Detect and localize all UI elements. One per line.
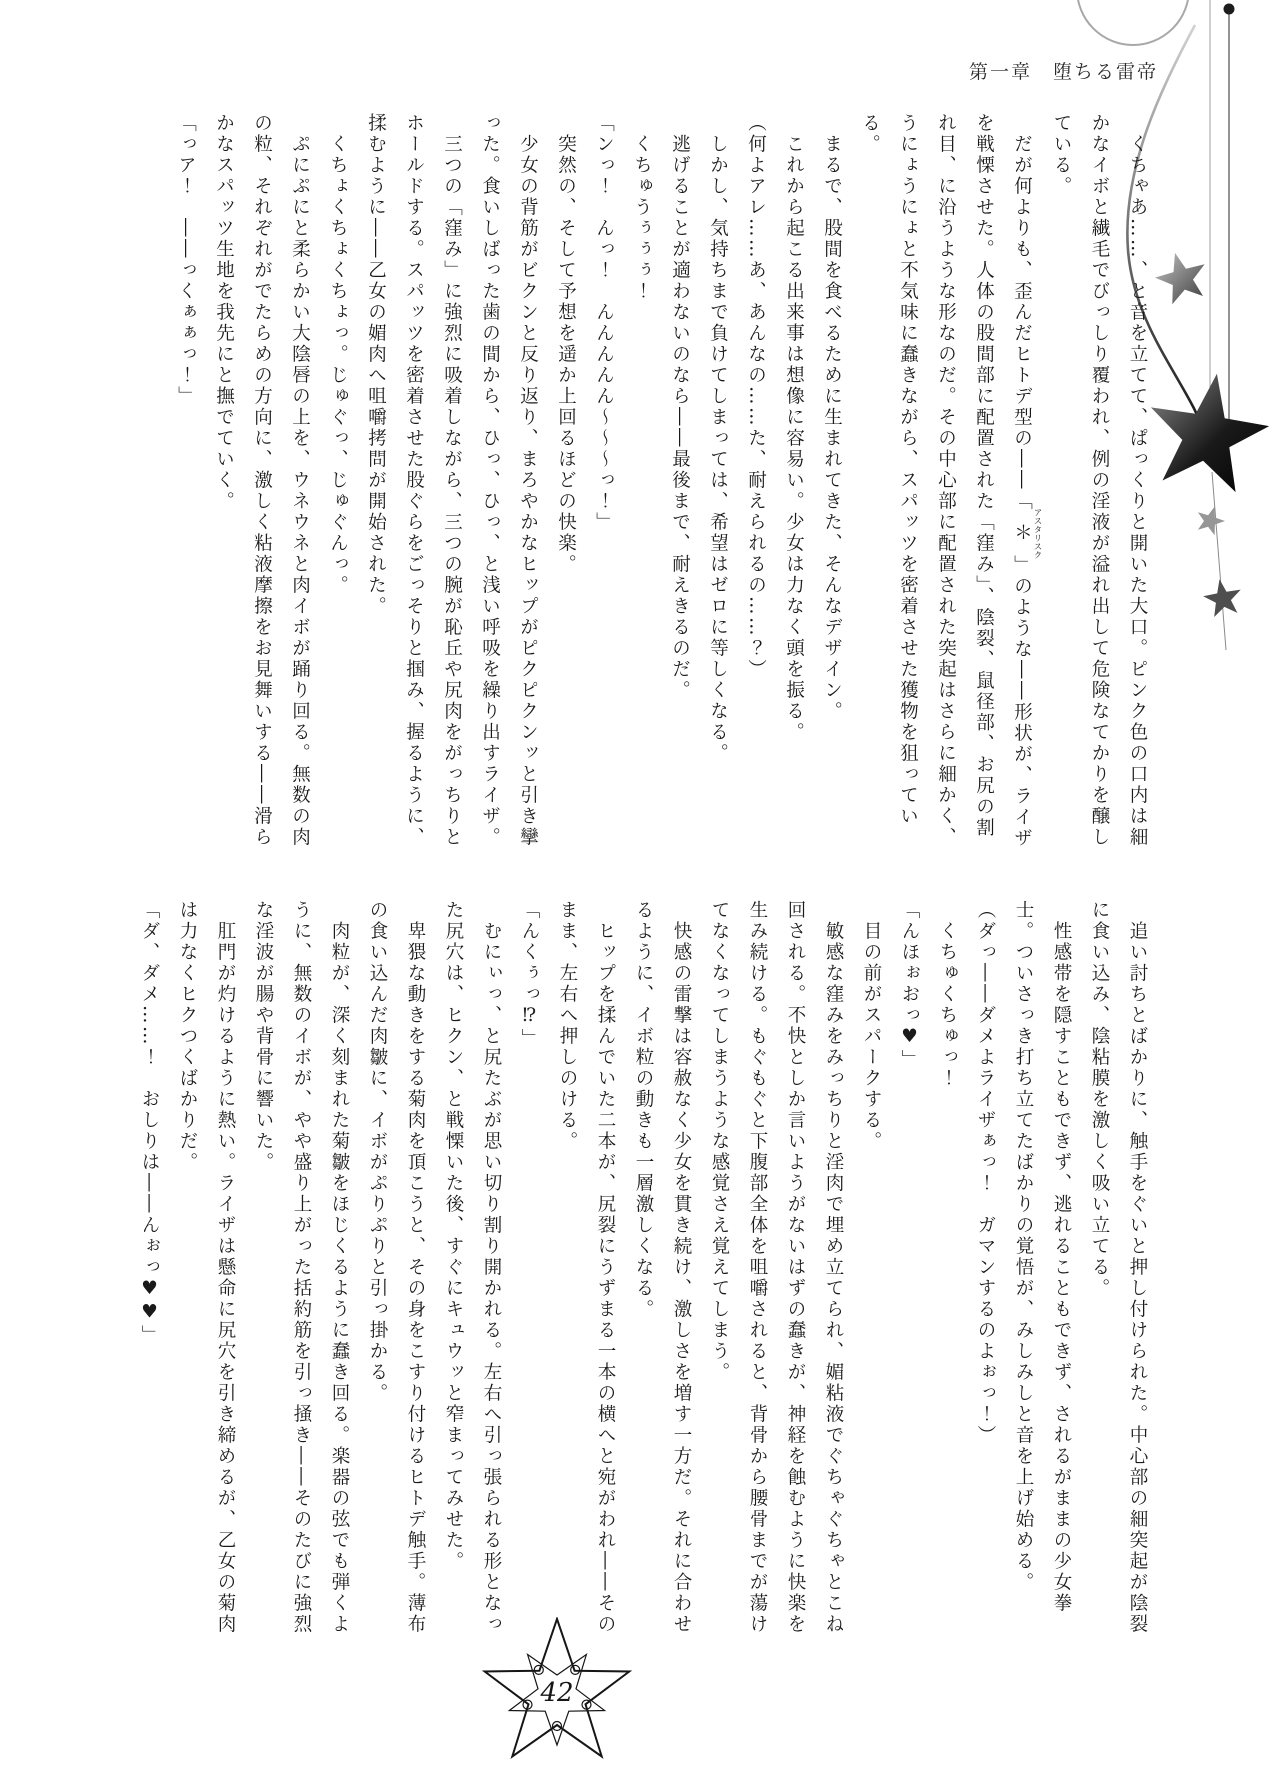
- paragraph: 少女の背筋がビクンと反り返り、まろやかなヒップがピクピクンッと引き攣った。食いしばった歯の間から、ひっ、ひっ、と浅い呼吸を繰り出すライザ。: [479, 113, 539, 848]
- paragraph: くちゅくちゅっ！: [937, 900, 958, 1089]
- paragraph: まるで、股間を食べるために生まれてきた、そんなデザイン。: [821, 113, 843, 722]
- paragraph: しかし、気持ちまで負けてしまっては、希望はゼロに等しくなる。: [707, 113, 729, 764]
- upper-text-block: [106, 113, 1156, 855]
- paragraph: 「ダ、ダメ……！ おしりは――んぉっ♥♥」: [139, 900, 160, 1346]
- paragraph: 「んくぅっ⁉」: [519, 900, 540, 1050]
- paragraph: 卑猥な動きをする菊肉を頂こうと、その身をこすり付けるヒトデ触手。薄布の食い込んだ肉皺に、イボがぷりぷりと引っ掛かる。: [367, 900, 426, 1635]
- paragraph: むにぃっ、と尻たぶが思い切り割り開かれる。左右へ引っ張られる形となった尻穴は、ヒクン、と戦慄いた後、すぐにキュウッと窄まってみせた。: [443, 900, 502, 1635]
- paragraph: 敏感な窪みをみっちりと淫肉で埋め立てられ、媚粘液でぐちゃぐちゃとこね回される。不快としか言いようがないはずの蠢きが、神経を蝕むように快楽を生み続ける。もぐもぐと下腹部全体を咀嚼されると、背骨から腰骨までが蕩けてなくなってしまうような感覚さえ覚えてしまう。: [709, 900, 844, 1635]
- paragraph: 追い討ちとばかりに、触手をぐいと押し付けられた。中心部の細突起が陰裂に食い込み、陰粘膜を激しく吸い立てる。: [1089, 900, 1148, 1635]
- hanging-line-lower: [1212, 472, 1226, 650]
- page-number: 42: [540, 1678, 574, 1708]
- star-icon-small-dark: [1203, 579, 1241, 617]
- paragraph: これから起こる出来事は想像に容易い。少女は力なく頭を振る。: [783, 113, 805, 743]
- paragraph: だが何よりも、歪んだヒトデ型の――「＊ アスタリスク」のような――形状が、ライザを戦慄させた。人体の股間部に配置された「窪み」、陰裂、鼠径部、お尻の割れ目、に沿うような形なのだ。その中心部に配置された突起はさらに細かく、うにょうにょと不気味に蠢きながら、スパッツを密着させた獲物を狙っている。: [859, 113, 1042, 849]
- paragraph: くちゃあ……、と音を立てて、ぱっくりと開いた大口。ピンク色の口内は細かなイボと繊毛でびっしり覆われ、例の淫液が溢れ出して危険なてかりを醸している。: [1051, 113, 1148, 848]
- star-icon-small: [1198, 507, 1225, 536]
- lower-text-block: [46, 900, 1156, 1652]
- circle-arc: [1077, 0, 1189, 45]
- chapter-header: 第一章 堕ちる雷帝: [968, 61, 1158, 83]
- paragraph: （何よアレ……あ、あんなの……た、耐えられるの……？）: [745, 113, 767, 680]
- star-icon-large-dark: [1151, 374, 1269, 492]
- paragraph: 「っア！ ――っくぁぁっ！」: [175, 113, 197, 407]
- paragraph: 性感帯を隠すこともできず、逃れることもできず、されるがままの少女拳士。ついさっき打ち立てたばかりの覚悟が、みしみしと音を上げ始める。: [1013, 900, 1072, 1614]
- paragraph: くちょくちょくちょっ。じゅぐっ、じゅぐんっ。: [327, 113, 349, 596]
- paragraph: くちゅうぅぅぅ！: [631, 113, 653, 302]
- star-icon-gray: [1155, 253, 1205, 304]
- paragraph: （ダっ――ダメよライザぁっ！ ガマンするのよぉっ！）: [975, 900, 996, 1446]
- paragraph: 快感の雷撃は容赦なく少女を貫き続け、激しさを増す一方だ。それに合わせるように、イボ粒の動きも一層激しくなる。: [633, 900, 692, 1635]
- paragraph: 肉粒が、深く刻まれた菊皺をほじくるように蠢き回る。楽器の弦でも弾くように、無数のイボが、やや盛り上がった括約筋を引っ掻き――そのたびに強烈な淫波が腸や背骨に響いた。: [253, 900, 350, 1635]
- paragraph: ヒップを揉んでいた二本が、尻裂にうずまる一本の横へと宛がわれ――そのまま、左右へ押しのける。: [557, 900, 616, 1635]
- paragraph: 「んほぉおっ♥」: [899, 900, 920, 1071]
- paragraph: 肛門が灼けるように熱い。ライザは懸命に尻穴を引き締めるが、乙女の菊肉は力なくヒクつくばかりだ。: [177, 900, 236, 1635]
- ornament-curl: [571, 1665, 580, 1674]
- ruby-annotated-text: ＊ アスタリスク: [1011, 508, 1042, 559]
- paragraph: 突然の、そして予想を遥か上回るほどの快楽。: [555, 113, 577, 575]
- paragraph: 目の前がスパークする。: [861, 900, 882, 1152]
- flourish-dot: [1224, 4, 1235, 15]
- ornament-curl: [553, 1722, 562, 1731]
- paragraph: 三つの「窪み」に強烈に吸着しながら、三つの腕が恥丘や尻肉をがっちりとホールドする。スパッツを密着させた股ぐらをごっそりと掴み、握るように、揉むように――乙女の媚肉へ咀嚼拷問が開始された。: [365, 113, 463, 848]
- ornament-curl: [534, 1665, 543, 1674]
- paragraph: 「ンっ！ んっ！ んんんんん～～～っ！」: [593, 113, 615, 533]
- paragraph: ぷにぷにと柔らかい大陰唇の上を、ウネウネと肉イボが踊り回る。無数の肉の粒、それぞれがでたらめの方向に、激しく粘液摩擦をお見舞いする――滑らかなスパッツ生地を我先にと撫でていく。: [213, 113, 311, 848]
- paragraph: 逃げることが適わないのなら――最後まで、耐えきるのだ。: [669, 113, 691, 701]
